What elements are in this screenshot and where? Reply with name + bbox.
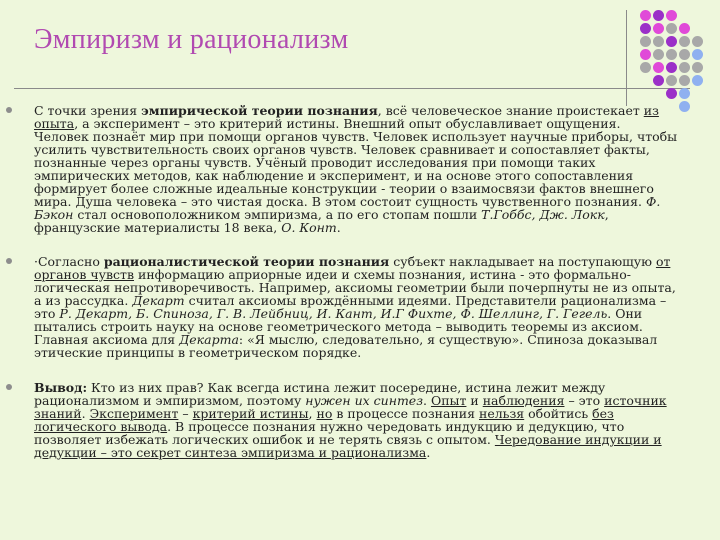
slide-body xyxy=(34,104,678,477)
conclusion-label: Вывод: xyxy=(34,380,88,395)
decor-dot xyxy=(640,62,651,73)
decor-dot xyxy=(692,49,703,60)
decor-dot xyxy=(640,75,651,86)
decor-dot xyxy=(692,23,703,34)
decor-dot xyxy=(666,62,677,73)
decor-dot xyxy=(666,36,677,47)
decor-dot xyxy=(640,49,651,60)
decor-dot xyxy=(679,88,690,99)
decor-dot xyxy=(640,23,651,34)
bullet-point xyxy=(6,384,12,390)
bullet-point xyxy=(6,107,12,113)
decor-dot xyxy=(692,101,703,112)
slide-title: Эмпиризм и рационализм xyxy=(34,24,349,55)
decor-dot xyxy=(640,88,651,99)
decor-dot xyxy=(653,23,664,34)
term-empirical-theory: эмпирической теории познания xyxy=(141,103,378,118)
decor-dot xyxy=(666,49,677,60)
decor-dot xyxy=(653,75,664,86)
decor-dot xyxy=(692,88,703,99)
decor-dot xyxy=(666,23,677,34)
decor-dot xyxy=(653,88,664,99)
decor-dot xyxy=(653,36,664,47)
term-rationalist-theory: рационалистической теории познания xyxy=(103,254,390,269)
decor-dot xyxy=(692,75,703,86)
decor-dot xyxy=(679,75,690,86)
decor-dot xyxy=(679,36,690,47)
decor-horizontal-line xyxy=(14,88,690,89)
paragraph-conclusion: Вывод: Кто из них прав? Как всегда истина лежит посередине, истина лежит между рационализмом и эмпиризмом, поэтому нужен их синтез. Опыт и наблюдения – это источник знаний. Эксперимент – критерий истины, но в процессе познания нельзя обойтись без логического вывода. В процессе познания нужно чередовать индукцию и дедукцию, что позволяет избежать логических ошибок и не терять связь с опытом. Чередование индукции и дедукции – это секрет синтеза эмпиризма и рационализма. xyxy=(34,381,678,459)
decor-dot xyxy=(679,49,690,60)
decor-dot xyxy=(679,101,690,112)
decor-dot xyxy=(653,49,664,60)
decor-dot xyxy=(640,10,651,21)
decor-dot xyxy=(692,10,703,21)
bullet-point xyxy=(6,258,12,264)
decor-vertical-line xyxy=(626,10,627,106)
decor-dot xyxy=(679,62,690,73)
decor-dot xyxy=(666,88,677,99)
paragraph-empiricism: С точки зрения эмпирической теории познания, всё человеческое знание проистекает из опыта, а эксперимент – это критерий истины. Внешний опыт обуславливает ощущения. Человек познаёт мир при помощи органов чувств. Человек использует научные приборы, чтобы усилить чувствительность своих органов чувств. Человек сравнивает и сопоставляет факты, познанные через органы чувств. Учёный проводит исследования при помощи таких эмпирических методов, как наблюдение и эксперимент, и на основе этого сопоставления формирует более сложные идеальные конструкции - теории о взаимосвязи фактов внешнего мира. Душа человека – это чистая доска. В этом состоит сущность чувственного познания. Ф. Бэкон стал основоположником эмпиризма, а по его стопам пошли Т.Гоббс, Дж. Локк, французские материалисты 18 века, О. Конт. xyxy=(34,104,678,234)
decor-dot xyxy=(666,75,677,86)
decor-dot xyxy=(679,23,690,34)
decor-dot xyxy=(666,10,677,21)
decor-dot xyxy=(640,36,651,47)
decor-dot xyxy=(653,62,664,73)
decor-dot xyxy=(692,62,703,73)
decor-dot xyxy=(653,10,664,21)
paragraph-rationalism: ·Согласно рационалистической теории познания субъект накладывает на поступающую от органов чувств информацию априорные идеи и схемы познания, истина - это формально-логическая непротиворечивость. Например, аксиомы геометрии были почерпнуты не из опыта, а из рассудка. Декарт считал аксиомы врождёнными идеями. Представители рационализма – это Р. Декарт, Б. Спиноза, Г. В. Лейбниц, И. Кант, И.Г Фихте, Ф. Шеллинг, Г. Гегель. Они пытались строить науку на основе геометрического метода – выводить теоремы из аксиом. Главная аксиома для Декарта: «Я мыслю, следовательно, я существую». Спиноза доказывал этические принципы в геометрическом порядке. xyxy=(34,255,678,359)
decor-dot-grid xyxy=(640,10,705,114)
decor-dot xyxy=(679,10,690,21)
decor-dot xyxy=(692,36,703,47)
